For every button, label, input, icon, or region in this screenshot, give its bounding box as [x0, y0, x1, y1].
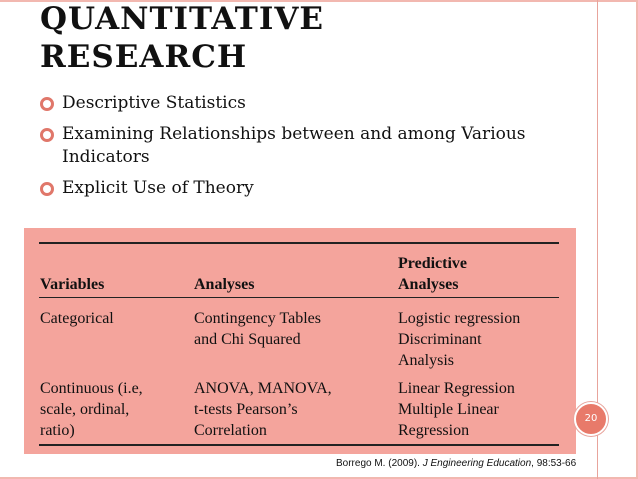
- citation-journal: J Engineering Education: [422, 458, 532, 469]
- bullet-circle-icon: [40, 128, 54, 142]
- citation-authors: Borrego M. (2009).: [336, 458, 420, 469]
- table-bottom-rule: [39, 444, 559, 446]
- bullet-circle-icon: [40, 97, 54, 111]
- citation: [336, 458, 576, 469]
- row2-analyses: ANOVA, MANOVA, t-tests Pearson’s Correlation: [194, 380, 332, 439]
- table-top-rule: [39, 242, 559, 244]
- row1-variables: Categorical: [40, 310, 114, 327]
- bullet-text: Examining Relationships between and among Various Indicators: [62, 124, 526, 167]
- slide-title: QUANTITATIVE RESEARCH: [40, 1, 325, 75]
- bullet-circle-icon: [40, 182, 54, 196]
- header-variables: Variables: [40, 276, 105, 293]
- citation-ref: , 98:53-66: [531, 458, 577, 469]
- row1-predictive: Logistic regression Discriminant Analysis: [398, 310, 521, 369]
- bullet-item: [40, 123, 532, 169]
- header-predictive-analyses: Predictive Analyses: [398, 255, 468, 293]
- table-header-rule: [39, 297, 559, 298]
- bullet-text: Descriptive Statistics: [62, 93, 246, 113]
- bullet-list: [40, 92, 580, 208]
- page-number-badge: 20: [574, 402, 608, 436]
- bullet-text: Explicit Use of Theory: [62, 178, 254, 198]
- bullet-item: [40, 92, 580, 115]
- header-analyses: Analyses: [194, 276, 255, 293]
- row2-predictive: Linear Regression Multiple Linear Regression: [398, 380, 515, 439]
- analysis-table: [24, 228, 576, 454]
- row1-analyses: Contingency Tables and Chi Squared: [194, 310, 322, 348]
- bullet-item: [40, 177, 580, 200]
- row2-variables: Continuous (i.e, scale, ordinal, ratio): [40, 380, 143, 439]
